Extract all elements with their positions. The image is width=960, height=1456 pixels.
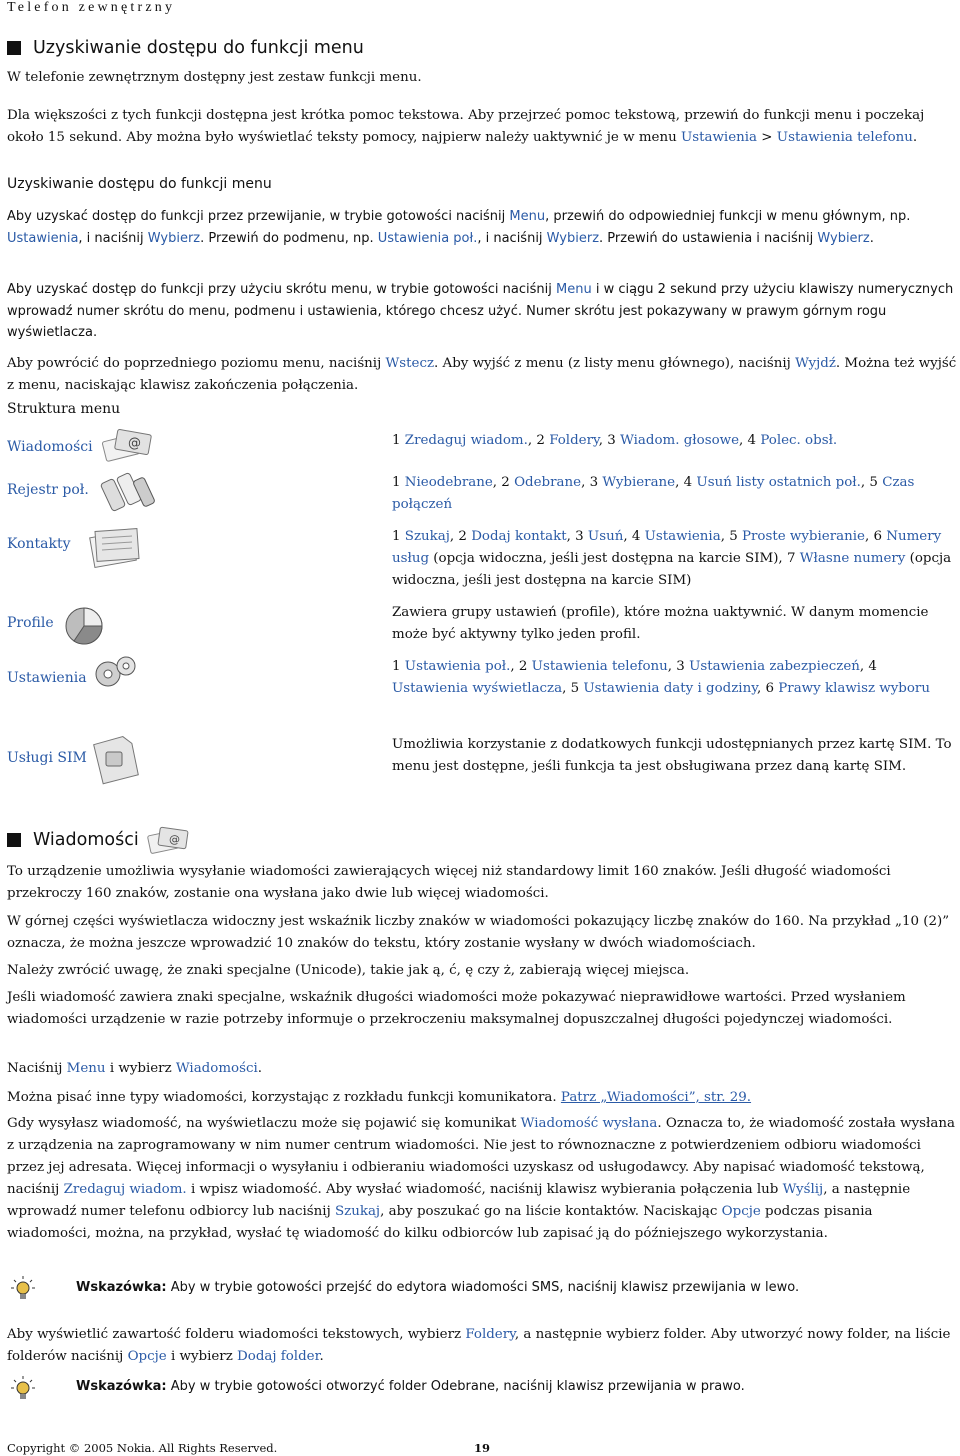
text-run: i wybierz [105, 1061, 176, 1076]
link-ustawienia[interactable]: Ustawienia [680, 130, 758, 145]
back-paragraph: Aby powrócić do poprzedniego poziomu menu, naciśnij Wstecz. Aby wyjść z menu (z listy menu głównego), naciśnij Wyjdź. Można też wyjść z menu, naciskając klawisz zakończenia połączenia. [7, 356, 957, 393]
heading-bullet-icon [7, 41, 21, 55]
menu-link[interactable]: Ustawienia zabezpieczeń [689, 659, 860, 674]
link-wybierz-3[interactable]: Wybierz [817, 230, 870, 246]
link-menu-2[interactable]: Menu [555, 282, 592, 297]
text-run: podczas pisania wiadomości, można, na przykład, wysłać tę wiadomość do kilku odbiorców lub zapisać ją do późniejszego wykorzystania. [7, 1204, 873, 1241]
section-heading-messages [7, 825, 191, 855]
menu-link[interactable]: Odebrane [514, 475, 582, 490]
menu-link[interactable]: Dodaj kontakt [471, 529, 567, 544]
link-wstecz[interactable]: Wstecz [385, 356, 435, 371]
lightbulb-tip-icon [8, 1275, 38, 1305]
text-run: , a następnie wybierz folder. Aby utworzyć nowy folder, na liście folderów naciśnij [7, 1327, 951, 1364]
menu-link[interactable]: Foldery [465, 1327, 515, 1342]
contacts-icon [86, 524, 144, 578]
call-log-icon [100, 470, 156, 522]
text-run: , 4 [675, 475, 697, 490]
messages-paragraph [7, 1087, 957, 1109]
text-run: , 3 [667, 659, 690, 674]
link-wybierz[interactable]: Wybierz [147, 230, 201, 246]
message-icon [100, 428, 156, 470]
menu-item-name[interactable]: Rejestr poł. [7, 482, 89, 498]
menu-link[interactable]: Ustawienia poł. [404, 659, 511, 674]
running-header: Telefon zewnętrzny [7, 0, 176, 15]
text-run: , 2 [492, 475, 515, 490]
text-run: , 2 [449, 529, 472, 544]
link-ustawienia-2[interactable]: Ustawienia [7, 230, 79, 246]
text-run: , 4 [739, 433, 761, 448]
help-paragraph: Dla większości z tych funkcji dostępna jest krótka pomoc tekstowa. Aby przejrzeć pomoc tekstową, przewiń do funkcji menu i poczekaj około 15 sekund. Aby można było wyświetlać teksty pomocy, najpierw należy uaktywnić je w menu Ustawienia > Ustawienia telefonu. [7, 108, 925, 145]
settings-icon [88, 650, 144, 704]
menu-item-name[interactable]: Usługi SIM [7, 750, 87, 766]
menu-link[interactable]: Ustawienia daty i godziny [583, 681, 757, 696]
messages-paragraph [7, 1113, 957, 1245]
menu-link[interactable]: Własne numery [799, 551, 906, 566]
text-run: , a następnie wprowadź numer telefonu odbiorcy lub naciśnij [7, 1182, 911, 1219]
text-run: 1 [392, 475, 405, 490]
text-run: , 5 [860, 475, 883, 490]
menu-link[interactable]: Wybierane [602, 475, 676, 490]
text-run: , 2 [527, 433, 550, 448]
menu-link[interactable]: Szukaj [404, 529, 450, 544]
text-run: , 4 [859, 659, 877, 674]
text-run: , 2 [510, 659, 532, 674]
text-run: , 4 [623, 529, 645, 544]
menu-link[interactable]: Prawy klawisz wyboru [778, 681, 930, 696]
text-run: , 5 [562, 681, 584, 696]
menu-link[interactable]: Opcje [127, 1349, 167, 1364]
menu-item-description [392, 734, 954, 778]
messages-paragraph [7, 911, 957, 955]
menu-link[interactable]: Ustawienia telefonu [531, 659, 668, 674]
menu-link[interactable]: Ustawienia wyświetlacza [392, 681, 563, 696]
text-run: Należy zwrócić uwagę, że znaki specjalne (Unicode), takie jak ą, ć, ę czy ż, zabierają więcej miejsca. [7, 963, 690, 978]
text-run: i wybierz [166, 1349, 238, 1364]
text-run: . [319, 1349, 324, 1364]
text-run: Naciśnij [7, 1061, 67, 1076]
page-number: 19 [474, 1441, 491, 1455]
cross-reference-link[interactable]: Patrz „Wiadomości”, str. 29. [560, 1090, 752, 1105]
tip-sms-editor: Wskazówka: Aby w trybie gotowości przejść do edytora wiadomości SMS, naciśnij klawisz przewijania w lewo. [76, 1280, 800, 1295]
text-run: 1 [392, 659, 405, 674]
message-icon [147, 825, 191, 855]
text-run: Można pisać inne typy wiadomości, korzystając z rozkładu funkcji komunikatora. [7, 1090, 561, 1105]
menu-link[interactable]: Nieodebrane [404, 475, 493, 490]
menu-link[interactable]: Foldery [549, 433, 599, 448]
menu-item-name[interactable]: Profile [7, 615, 54, 631]
tip-inbox: Wskazówka: Aby w trybie gotowości otworzyć folder Odebrane, naciśnij klawisz przewijania w prawo. [76, 1379, 745, 1394]
menu-item-description [392, 430, 954, 452]
menu-link[interactable]: Polec. obsł. [760, 433, 838, 448]
messages-paragraph [7, 861, 957, 905]
menu-structure-title: Struktura menu [7, 401, 121, 417]
messages-paragraph [7, 1058, 957, 1080]
text-run: To urządzenie umożliwia wysyłanie wiadomości zawierających więcej niż standardowy limit 160 znaków. Jeśli długość wiadomości przekroczy 160 znaków, zostanie ona wysłana jako dwie lub więcej wiadomości. [7, 864, 891, 901]
menu-item-name[interactable]: Ustawienia [7, 670, 87, 686]
menu-item-description [392, 602, 954, 646]
menu-link[interactable]: Wyślij [782, 1182, 824, 1197]
menu-link[interactable]: Menu [66, 1061, 106, 1076]
menu-item-description [392, 656, 954, 700]
menu-link[interactable]: Wiadomości [175, 1061, 258, 1076]
menu-link[interactable]: Numery usług [392, 529, 942, 566]
link-ustawienia-telefonu[interactable]: Ustawienia telefonu [776, 130, 913, 145]
svg-text:@: @ [168, 833, 180, 846]
link-menu[interactable]: Menu [509, 209, 546, 224]
folders-paragraph [7, 1324, 957, 1368]
menu-item-name[interactable]: Kontakty [7, 536, 71, 552]
text-run: (opcja widoczna, jeśli jest dostępna na karcie SIM) [392, 551, 952, 588]
subsection-title: Uzyskiwanie dostępu do funkcji menu [7, 176, 272, 192]
text-run: , 6 [864, 529, 887, 544]
sim-card-icon [84, 734, 144, 796]
menu-link[interactable]: Czas połączeń [392, 475, 915, 512]
menu-item-name[interactable]: Wiadomości [7, 439, 93, 455]
text-run: Gdy wysyłasz wiadomość, na wyświetlaczu może się pojawić się komunikat [7, 1116, 521, 1131]
menu-link[interactable]: Wiadom. głosowe [620, 433, 740, 448]
text-run: 1 [392, 433, 405, 448]
text-run: . [257, 1061, 262, 1076]
text-run: (opcja widoczna, jeśli jest dostępna na karcie SIM), 7 [429, 551, 800, 566]
profiles-icon [60, 604, 108, 656]
text-run: , 5 [720, 529, 742, 544]
menu-item-description [392, 472, 954, 516]
text-run: W górnej części wyświetlacza widoczny jest wskaźnik liczby znaków w wiadomości pokazujący liczbę znaków do 160. Na przykład „10 (2)” oznacza, że można jeszcze wprowadzić 10 znaków do tekstu, który zostanie wysłany w dwóch wiadomościach. [7, 914, 950, 951]
scroll-access-paragraph: Aby uzyskać dostęp do funkcji przez przewijanie, w trybie gotowości naciśnij Menu, przewiń do odpowiedniej funkcji w menu głównym, np. Ustawienia, i naciśnij Wybierz. Przewiń do podmenu, np. Ustawienia poł., i naciśnij Wybierz. Przewiń do ustawienia i naciśnij Wybierz. [7, 209, 911, 246]
text-run: 1 [392, 529, 405, 544]
link-wyjdz[interactable]: Wyjdź [795, 356, 836, 371]
text-run: , 6 [756, 681, 779, 696]
shortcut-paragraph: Aby uzyskać dostęp do funkcji przy użyciu skrótu menu, w trybie gotowości naciśnij Menu i w ciągu 2 sekund przy użyciu klawiszy numerycznych wprowadź numer skrótu do menu, podmenu i ustawienia, którego chcesz użyć. Numer skrótu jest pokazywany w prawym górnym rogu wyświetlacza. [7, 282, 954, 340]
text-run: , aby poszukać go na liście kontaktów. Naciskając [380, 1204, 722, 1219]
link-ustawienia-pol[interactable]: Ustawienia poł. [377, 230, 478, 246]
text-run: i wpisz wiadomość. Aby wysłać wiadomość, naciśnij klawisz wybierania połączenia lub [186, 1182, 783, 1197]
menu-link[interactable]: Usuń [587, 529, 624, 544]
text-run: , 3 [581, 475, 603, 490]
svg-text:@: @ [128, 436, 141, 451]
menu-link[interactable]: Zredaguj wiadom. [404, 433, 528, 448]
text-run: , 3 [566, 529, 588, 544]
menu-link[interactable]: Szukaj [334, 1204, 381, 1219]
menu-link[interactable]: Dodaj folder [237, 1349, 320, 1364]
link-wybierz-2[interactable]: Wybierz [546, 230, 600, 246]
section-title: Uzyskiwanie dostępu do funkcji menu [33, 38, 364, 58]
menu-item-description [392, 526, 954, 592]
section-heading-menu-access [7, 37, 364, 59]
copyright: Copyright © 2005 Nokia. All Rights Reserved. [7, 1441, 278, 1455]
heading-bullet-icon [7, 833, 21, 847]
menu-link[interactable]: Usuń listy ostatnich poł. [696, 475, 861, 490]
text-run: . Oznacza to, że wiadomość została wysłana z urządzenia na zaprogramowany w nim numer centrum wiadomości. Nie jest to równoznaczne z potwierdzeniem odbioru wiadomości przez jej adresata. Więcej informacji o wysyłaniu i odbieraniu wiadomości uzyskasz od usługodawcy. Aby napisać wiadomość tekstową, naciśnij [7, 1116, 955, 1197]
lightbulb-tip-icon [8, 1375, 38, 1405]
messages-paragraph [7, 960, 957, 982]
text-run: Umożliwia korzystanie z dodatkowych funkcji udostępnianych przez kartę SIM. To menu jest dostępne, jeśli funkcja ta jest obsługiwana przez daną kartę SIM. [392, 737, 952, 774]
messages-paragraph [7, 987, 957, 1031]
menu-link[interactable]: Wiadomość wysłana [520, 1116, 658, 1131]
text-run: Aby wyświetlić zawartość folderu wiadomości tekstowych, wybierz [7, 1327, 466, 1342]
intro-paragraph: W telefonie zewnętrznym dostępny jest zestaw funkcji menu. [7, 70, 422, 85]
menu-link[interactable]: Ustawienia [644, 529, 721, 544]
text-run: Zawiera grupy ustawień (profile), które można uaktywnić. W danym momencie może być aktywny tylko jeden profil. [392, 605, 929, 642]
text-run: Jeśli wiadomość zawiera znaki specjalne, wskaźnik długości wiadomości może pokazywać nieprawidłowe wartości. Przed wysłaniem wiadomości urządzenie w razie potrzeby informuje o przekroczeniu maksymalnej dopuszczalnej długości pojedynczej wiadomości. [7, 990, 906, 1027]
menu-link[interactable]: Opcje [721, 1204, 761, 1219]
text-run: , 3 [598, 433, 621, 448]
section-title-messages: Wiadomości [33, 830, 139, 850]
menu-link[interactable]: Zredaguj wiadom. [63, 1182, 187, 1197]
menu-link[interactable]: Proste wybieranie [742, 529, 865, 544]
